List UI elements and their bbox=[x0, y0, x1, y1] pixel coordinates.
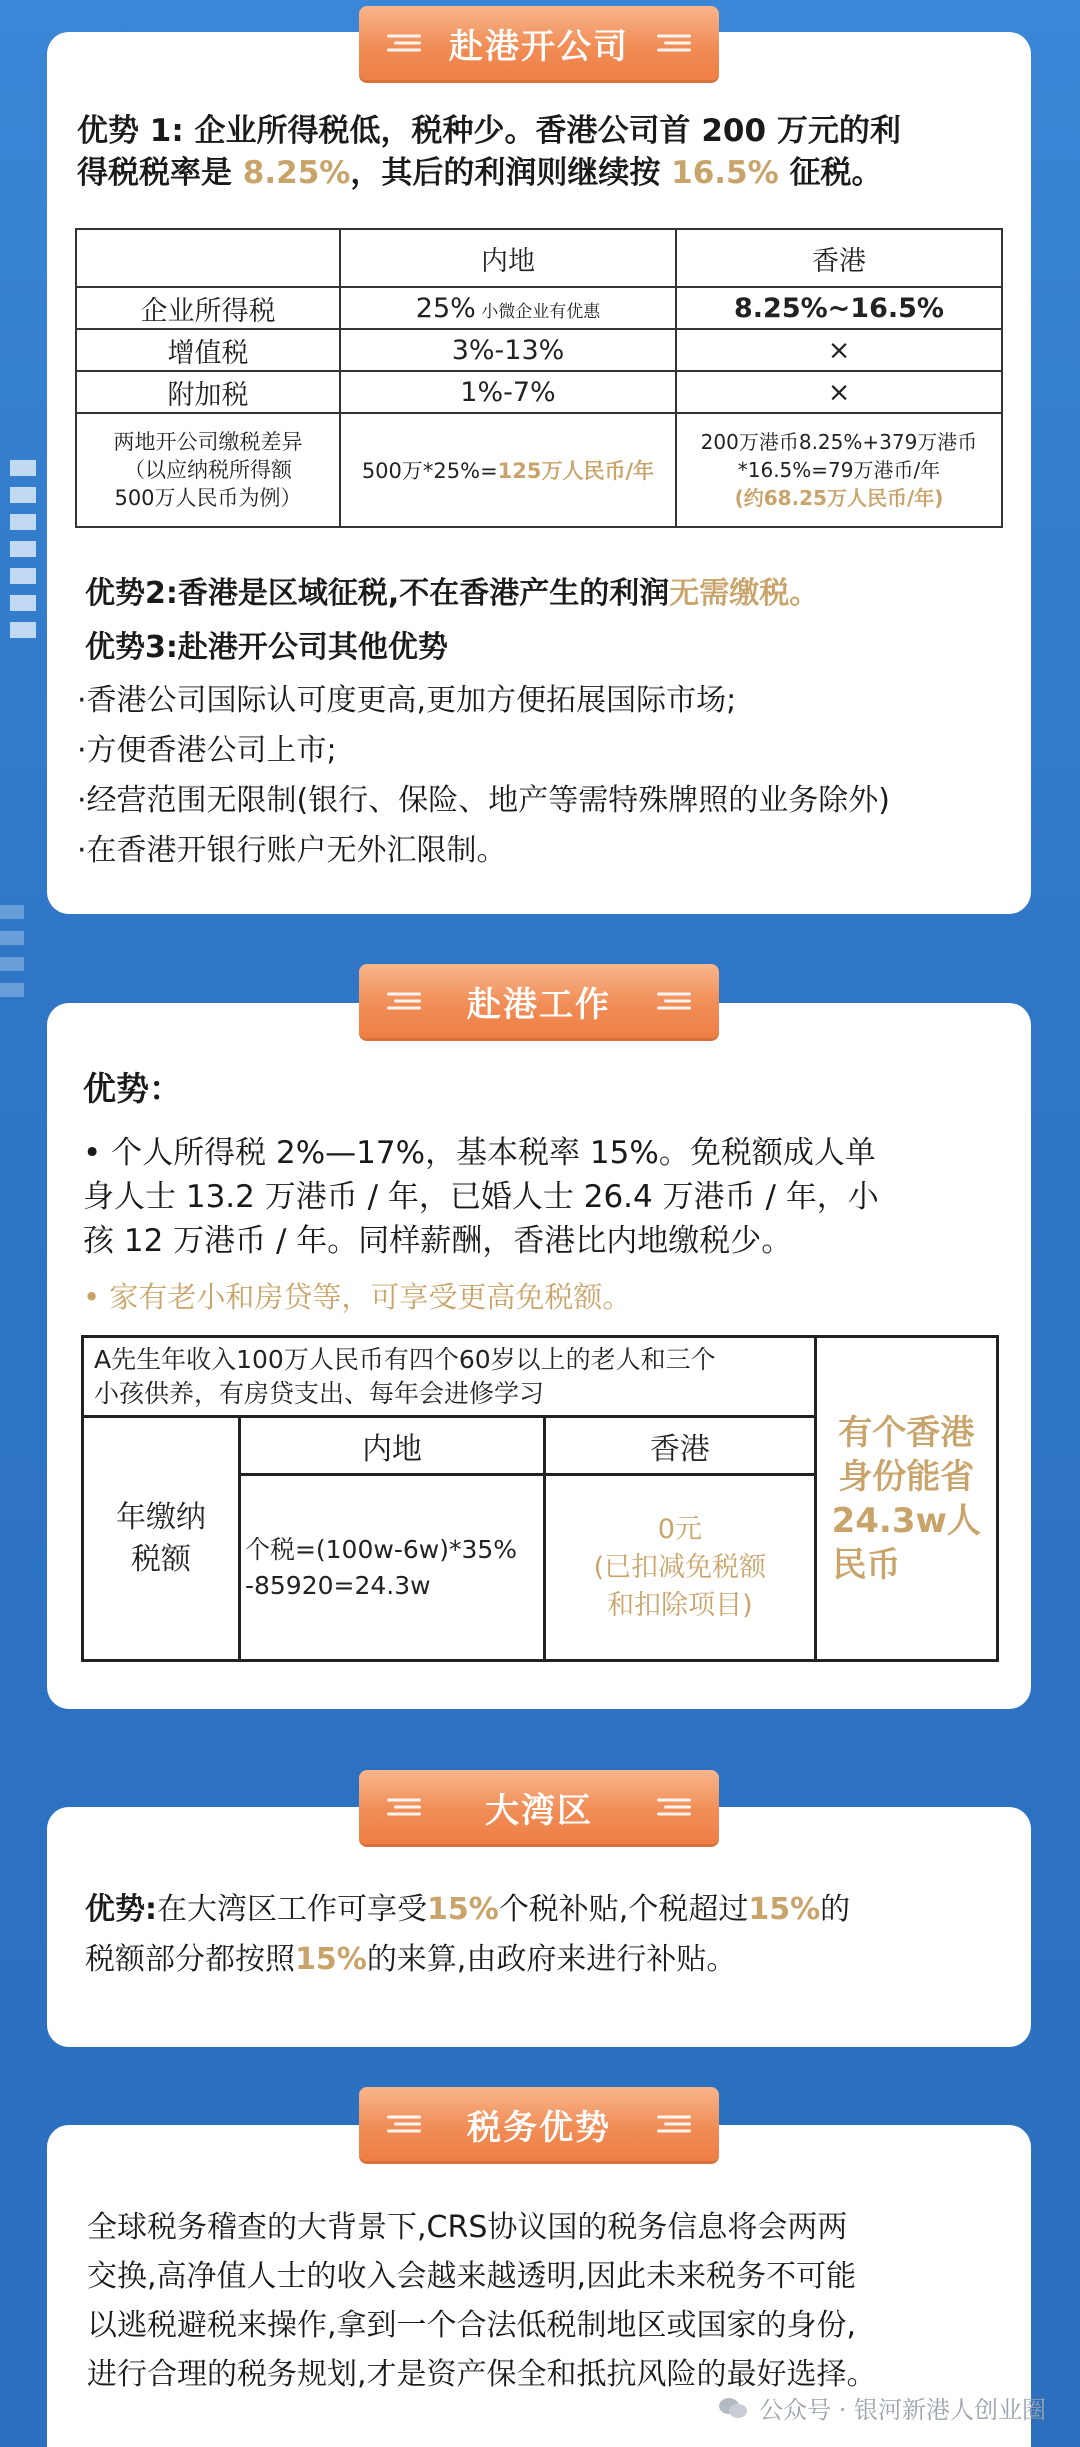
advantage-2 bbox=[85, 568, 819, 612]
line bbox=[85, 1885, 850, 1935]
case-description bbox=[83, 1337, 816, 1417]
highlight: 无需缴税。 bbox=[669, 576, 820, 611]
left-stripes-decoration bbox=[0, 905, 30, 1009]
ribbon-lines-icon bbox=[387, 1795, 421, 1820]
text: 24.3w人 bbox=[831, 1500, 981, 1541]
list-item: ·方便香港公司上市; bbox=[77, 733, 337, 768]
text: 的来算,由政府来进行补贴。 bbox=[366, 1942, 737, 1977]
wechat-icon bbox=[719, 2396, 749, 2420]
advantage-1-line-2 bbox=[77, 152, 1017, 194]
list-item: ·经营范围无限制(银行、保险、地产等需特殊牌照的业务除外) bbox=[77, 783, 890, 818]
section-ribbon-tax bbox=[359, 2087, 719, 2161]
ribbon-lines-icon bbox=[387, 31, 421, 56]
text: 小孩供养，有房贷支出、每年会进修学习 bbox=[94, 1378, 545, 1408]
row-label: 企业所得税 bbox=[76, 287, 340, 329]
text: 0元 bbox=[657, 1513, 702, 1545]
text: 个税补贴,个税超过 bbox=[498, 1892, 749, 1927]
text: 优势: bbox=[85, 1892, 157, 1927]
bay-area-card bbox=[47, 1790, 1031, 2047]
cell-mainland: 1%-7% bbox=[340, 371, 676, 413]
row-label: 增值税 bbox=[76, 329, 340, 371]
line bbox=[85, 1935, 850, 1985]
cell-mainland bbox=[340, 413, 676, 527]
text: 500万人民币为例） bbox=[114, 486, 302, 510]
account-name: 公众号 · 银河新港人创业圈 bbox=[759, 2396, 1046, 2424]
text: （以应纳税所得额 bbox=[124, 458, 292, 482]
ribbon-title: 大湾区 bbox=[485, 1790, 593, 1831]
note: 小微企业有优惠 bbox=[475, 301, 601, 322]
text: 税额部分都按照 bbox=[85, 1942, 295, 1977]
text: *16.5%=79万港币/年 bbox=[737, 458, 941, 482]
text: (已扣减免税额 bbox=[593, 1551, 767, 1583]
line: 进行合理的税务规划,才是资产保全和抵抗风险的最好选择。 bbox=[87, 2357, 877, 2392]
advantage-3-list bbox=[77, 676, 890, 876]
text: 孩 12 万港币 / 年。同样薪酬，香港比内地缴税少。 bbox=[83, 1223, 793, 1259]
highlight: 125万人民币/年 bbox=[497, 459, 655, 483]
text: 在大湾区工作可享受 bbox=[157, 1892, 427, 1927]
section-ribbon-bay-area bbox=[359, 1770, 719, 1844]
row-label bbox=[76, 413, 340, 527]
text: 有个香港 bbox=[838, 1412, 975, 1453]
work-heading: 优势： bbox=[83, 1069, 182, 1108]
ribbon-lines-icon bbox=[657, 1795, 691, 1820]
advantage-1 bbox=[77, 110, 1017, 194]
ribbon-lines-icon bbox=[387, 2112, 421, 2137]
ribbon-lines-icon bbox=[657, 31, 691, 56]
text: -85920=24.3w bbox=[244, 1570, 431, 1600]
bay-area-text bbox=[85, 1885, 850, 1985]
section-ribbon-company bbox=[359, 6, 719, 80]
ribbon-lines-icon bbox=[387, 989, 421, 1014]
cross-icon: × bbox=[676, 371, 1002, 413]
table-corner-cell bbox=[76, 229, 340, 287]
text: 税额 bbox=[130, 1541, 191, 1577]
case-comparison-table bbox=[81, 1335, 999, 1662]
rate-highlight: 8.25% bbox=[242, 155, 351, 191]
ribbon-lines-icon bbox=[657, 2112, 691, 2137]
line: 全球税务稽查的大背景下,CRS协议国的税务信息将会两两 bbox=[87, 2210, 848, 2245]
highlight: 15% bbox=[748, 1892, 821, 1927]
work-bullet-1 bbox=[83, 1131, 879, 1263]
advantage-1-line-1: 优势 1: 企业所得税低，税种少。香港公司首 200 万元的利 bbox=[77, 113, 901, 149]
text: 500万*25%= bbox=[361, 459, 498, 483]
ribbon-title: 税务优势 bbox=[467, 2107, 611, 2148]
text: 个税=(100w-6w)*35% bbox=[244, 1534, 518, 1564]
highlight: (约68.25万人民币/年) bbox=[734, 486, 944, 510]
work-card bbox=[47, 984, 1031, 1709]
highlight: 15% bbox=[295, 1942, 367, 1977]
cross-icon: × bbox=[676, 329, 1002, 371]
advantage-3-title: 优势3:赴港开公司其他优势 bbox=[85, 630, 448, 665]
col-header-hk: 香港 bbox=[676, 229, 1002, 287]
text: ，其后的利润则继续按 bbox=[350, 155, 672, 191]
line: 交换,高净值人士的收入会越来越透明,因此未来税务不可能 bbox=[87, 2259, 857, 2294]
savings-callout bbox=[815, 1337, 997, 1661]
tax-advantage-text bbox=[87, 2203, 877, 2399]
text: 民币 bbox=[832, 1544, 901, 1585]
cell-hk: 8.25%~16.5% bbox=[676, 287, 1002, 329]
col-header-hk: 香港 bbox=[545, 1417, 815, 1475]
cell-hk bbox=[545, 1475, 815, 1661]
wechat-watermark bbox=[719, 2390, 1046, 2425]
ribbon-title: 赴港工作 bbox=[467, 984, 611, 1025]
text: 和扣除项目) bbox=[607, 1589, 753, 1621]
text: 200万港币8.25%+379万港币 bbox=[700, 430, 978, 454]
col-header-mainland: 内地 bbox=[340, 229, 676, 287]
highlight: 15% bbox=[427, 1892, 499, 1927]
line: 以逃税避税来操作,拿到一个合法低税制地区或国家的身份, bbox=[87, 2308, 857, 2343]
cell-mainland bbox=[239, 1475, 544, 1661]
ribbon-title: 赴港开公司 bbox=[449, 26, 629, 67]
ribbon-lines-icon bbox=[657, 989, 691, 1014]
text: 身份能省 bbox=[838, 1456, 975, 1497]
row-label bbox=[83, 1417, 240, 1661]
text: 的 bbox=[820, 1892, 851, 1927]
text: 征税。 bbox=[778, 155, 883, 191]
row-label: 附加税 bbox=[76, 371, 340, 413]
text: 25% bbox=[415, 292, 476, 324]
cell-hk bbox=[676, 413, 1002, 527]
left-stripes-decoration bbox=[10, 460, 38, 649]
text: 得税税率是 bbox=[77, 155, 243, 191]
cell-mainland bbox=[340, 287, 676, 329]
section-ribbon-work bbox=[359, 964, 719, 1038]
rate-highlight: 16.5% bbox=[671, 155, 779, 191]
tax-comparison-table bbox=[75, 228, 1003, 528]
text: 身人士 13.2 万港币 / 年，已婚人士 26.4 万港币 / 年，小 bbox=[83, 1179, 879, 1215]
company-card bbox=[47, 26, 1031, 914]
text: A先生年收入100万人民币有四个60岁以上的老人和三个 bbox=[94, 1344, 716, 1374]
text: 年缴纳 bbox=[115, 1499, 206, 1535]
list-item: ·在香港开银行账户无外汇限制。 bbox=[77, 833, 507, 868]
col-header-mainland: 内地 bbox=[239, 1417, 544, 1475]
cell-mainland: 3%-13% bbox=[340, 329, 676, 371]
text: 优势2:香港是区域征税,不在香港产生的利润 bbox=[85, 576, 670, 611]
work-bullet-2: • 家有老小和房贷等，可享受更高免税额。 bbox=[83, 1280, 632, 1314]
text: 两地开公司缴税差异 bbox=[113, 430, 303, 454]
list-item: ·香港公司国际认可度更高,更加方便拓展国际市场; bbox=[77, 683, 737, 718]
text: • 个人所得税 2%—17%，基本税率 15%。免税额成人单 bbox=[83, 1135, 876, 1171]
